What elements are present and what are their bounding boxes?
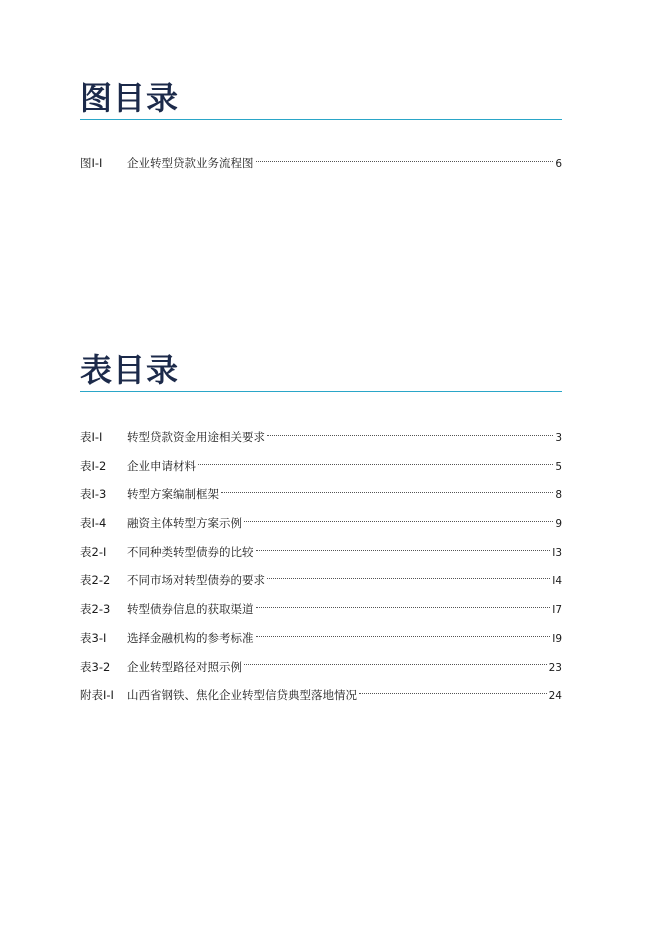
toc-entry[interactable]	[80, 566, 562, 595]
dot-leader	[256, 607, 551, 608]
dot-leader	[267, 578, 550, 579]
dot-leader	[198, 464, 553, 465]
dot-leader	[267, 435, 553, 436]
toc-entry[interactable]	[80, 480, 562, 509]
toc-entry[interactable]	[80, 653, 562, 682]
entry-page: I3	[552, 546, 562, 559]
title-divider	[80, 391, 562, 392]
entry-number: 表2-3	[80, 602, 111, 617]
dot-leader	[221, 492, 553, 493]
toc-entry[interactable]	[80, 452, 562, 481]
dot-leader	[244, 664, 547, 665]
entry-title: 转型债券信息的获取渠道	[127, 602, 254, 617]
entry-title: 融资主体转型方案示例	[127, 516, 242, 531]
entry-title: 转型方案编制框架	[127, 487, 219, 502]
toc-entry[interactable]	[80, 149, 562, 178]
entry-number: 表I-4	[80, 516, 107, 531]
entry-title: 转型贷款资金用途相关要求	[127, 430, 265, 444]
figure-entries	[80, 149, 562, 178]
table-entries	[80, 423, 562, 710]
dot-leader	[256, 550, 551, 551]
toc-entry[interactable]	[80, 538, 562, 567]
toc-entry[interactable]	[80, 509, 562, 538]
entry-page: 6	[555, 158, 562, 170]
dot-leader	[256, 161, 554, 162]
entry-page: 9	[555, 518, 562, 531]
toc-entry[interactable]	[80, 423, 562, 452]
entry-number: 图I-I	[80, 156, 103, 170]
entry-page: 3	[555, 432, 562, 444]
toc-entry[interactable]	[80, 681, 562, 710]
dot-leader	[244, 521, 553, 522]
entry-page: I7	[552, 604, 562, 617]
entry-page: 23	[548, 661, 562, 674]
entry-title: 不同种类转型债券的比较	[127, 544, 254, 559]
entry-number: 表3-I	[80, 630, 107, 645]
entry-number: 表2-I	[80, 544, 107, 559]
entry-title: 山西省钢铁、焦化企业转型信贷典型落地情况	[127, 688, 357, 703]
entry-page: I9	[552, 632, 562, 645]
figure-list-title: 图目录	[80, 79, 180, 117]
entry-title: 不同市场对转型债券的要求	[127, 573, 265, 588]
dot-leader	[359, 693, 547, 694]
toc-entry[interactable]	[80, 595, 562, 624]
figure-list-section	[80, 78, 562, 178]
entry-number: 表3-2	[80, 659, 111, 674]
table-list-title: 表目录	[80, 351, 180, 389]
entry-title: 企业申请材料	[127, 458, 196, 473]
title-divider	[80, 119, 562, 120]
entry-number: 表2-2	[80, 573, 111, 588]
dot-leader	[256, 636, 551, 637]
entry-page: 24	[548, 690, 562, 703]
entry-number: 表I-2	[80, 458, 107, 473]
entry-number: 表I-3	[80, 487, 107, 502]
entry-number: 表I-I	[80, 430, 103, 444]
entry-page: 8	[555, 489, 562, 502]
toc-entry[interactable]	[80, 624, 562, 653]
entry-title: 企业转型贷款业务流程图	[127, 156, 254, 170]
entry-page: I4	[552, 575, 562, 588]
table-list-section	[80, 350, 562, 710]
entry-title: 企业转型路径对照示例	[127, 659, 242, 674]
entry-page: 5	[555, 460, 562, 473]
entry-number: 附表I-I	[80, 688, 114, 703]
entry-title: 选择金融机构的参考标准	[127, 630, 254, 645]
